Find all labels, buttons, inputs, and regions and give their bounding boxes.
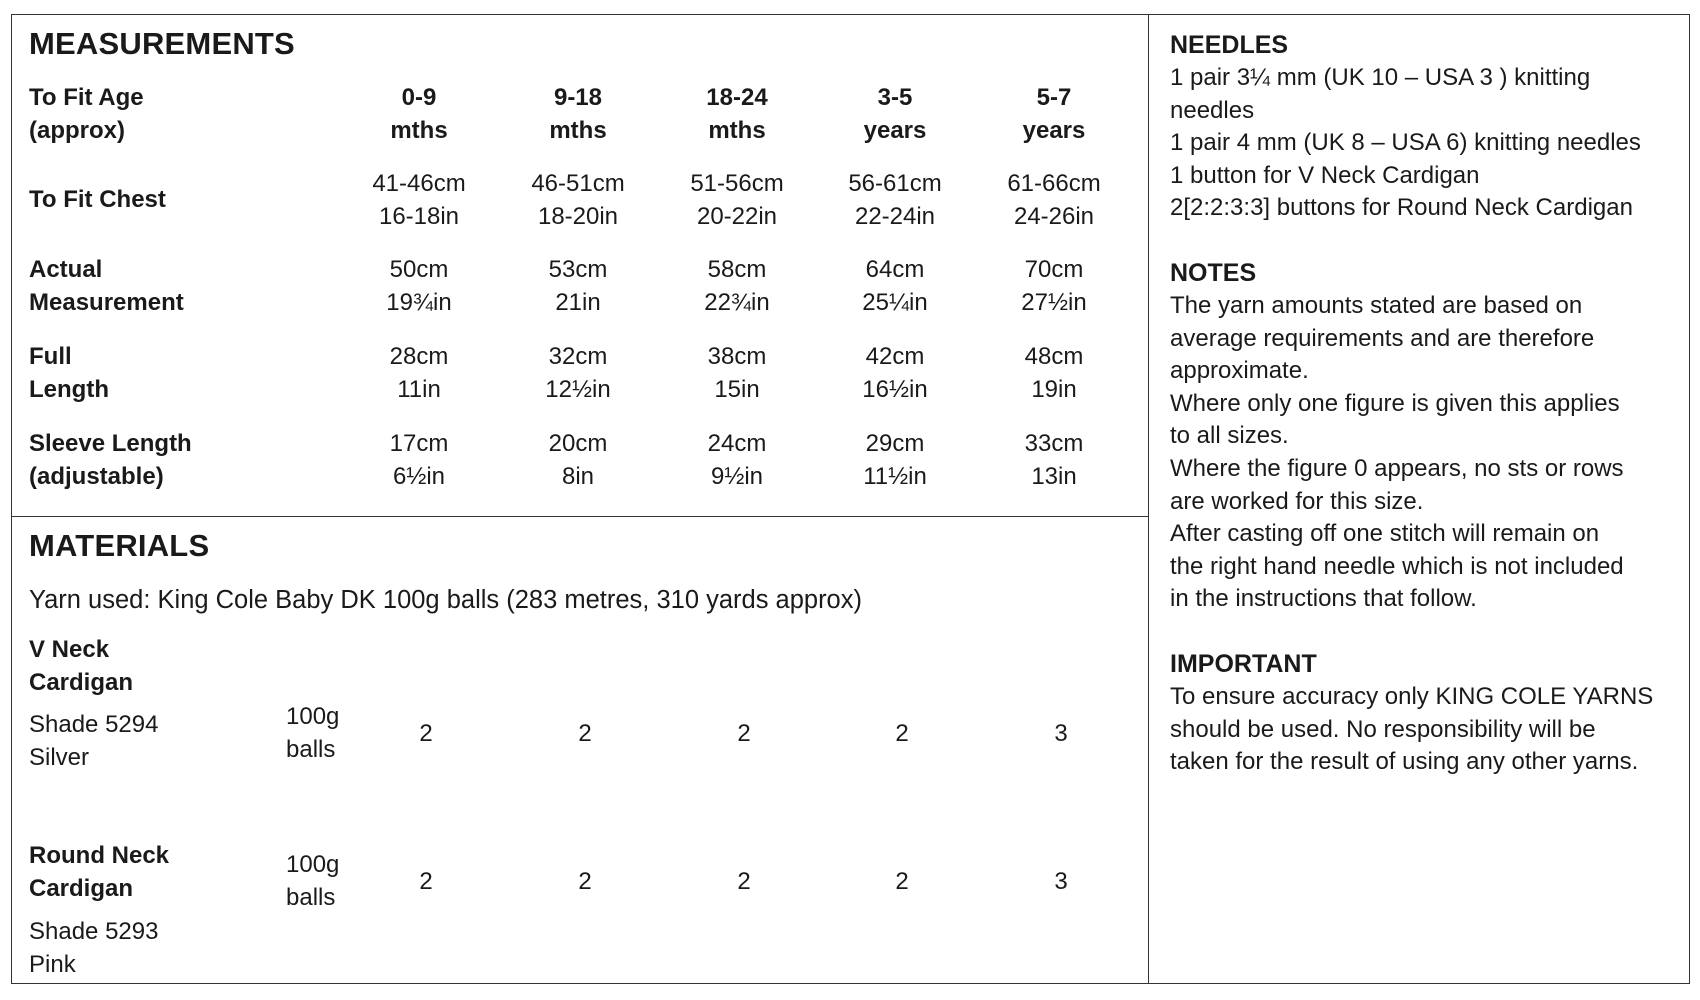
table-cell: 33cm 13in: [1024, 430, 1084, 490]
table-cell: 48cm 19in: [1024, 343, 1084, 403]
needles-text: 1 pair 3¼ mm (UK 10 – USA 3 ) knitting needles 1 pair 4 mm (UK 8 – USA 6) knitting needles 1 button for V Neck Cardigan 2[2:2:3:3] buttons for Round Neck Cardigan: [1170, 64, 1641, 222]
ball-count: 2: [419, 720, 433, 747]
needles-title: NEEDLES: [1170, 31, 1289, 59]
table-cell: 58cm 22¾in: [704, 256, 770, 316]
table-cell: 41-46cm 16-18in: [372, 170, 466, 230]
column-divider: [1148, 14, 1149, 984]
ball-count: 3: [1054, 720, 1068, 747]
size-header: 9-18 mths: [549, 84, 607, 144]
notes-title: NOTES: [1170, 259, 1257, 287]
row-label-actual: Actual Measurement: [29, 256, 184, 316]
row-label-sleeve: Sleeve Length (adjustable): [29, 430, 192, 490]
item-shade: Shade 5293 Pink: [29, 918, 159, 978]
table-cell: 38cm 15in: [707, 343, 767, 403]
ball-count: 2: [737, 720, 751, 747]
item-shade: Shade 5294 Silver: [29, 711, 159, 771]
item-name: Round Neck Cardigan: [29, 842, 170, 902]
table-cell: 28cm 11in: [389, 343, 449, 403]
table-cell: 70cm 27½in: [1021, 256, 1087, 316]
table-cell: 61-66cm 24-26in: [1007, 170, 1101, 230]
table-cell: 29cm 11½in: [863, 430, 927, 490]
table-cell: 53cm 21in: [548, 256, 608, 316]
measurements-title: MEASUREMENTS: [29, 26, 295, 61]
table-cell: 42cm 16½in: [862, 343, 928, 403]
ball-count: 2: [578, 868, 592, 895]
ball-count: 2: [578, 720, 592, 747]
table-cell: 17cm 6½in: [389, 430, 449, 490]
table-cell: 20cm 8in: [548, 430, 608, 490]
item-unit: 100g balls: [286, 851, 340, 911]
item-unit: 100g balls: [286, 703, 340, 763]
table-cell: 64cm 25¼in: [862, 256, 928, 316]
table-cell: 51-56cm 20-22in: [690, 170, 784, 230]
row-label-length: Full Length: [29, 343, 109, 403]
table-cell: 50cm 19¾in: [386, 256, 452, 316]
ball-count: 3: [1054, 868, 1068, 895]
size-header: 18-24 mths: [706, 84, 768, 144]
important-title: IMPORTANT: [1170, 650, 1317, 678]
table-cell: 24cm 9½in: [707, 430, 767, 490]
materials-title: MATERIALS: [29, 528, 210, 563]
table-cell: 56-61cm 22-24in: [848, 170, 942, 230]
row-label-chest: To Fit Chest: [29, 186, 166, 213]
ball-count: 2: [895, 720, 909, 747]
table-cell: 46-51cm 18-20in: [531, 170, 625, 230]
ball-count: 2: [895, 868, 909, 895]
table-cell: 32cm 12½in: [545, 343, 611, 403]
ball-count: 2: [737, 868, 751, 895]
size-header: 5-7 years: [1022, 84, 1086, 144]
yarn-used: Yarn used: King Cole Baby DK 100g balls (283 metres, 310 yards approx): [29, 586, 862, 614]
size-header: 0-9 mths: [390, 84, 448, 144]
row-label-age: To Fit Age (approx): [29, 84, 144, 144]
size-header: 3-5 years: [863, 84, 927, 144]
notes-text: The yarn amounts stated are based on average requirements and are therefore approximate. Where only one figure is given this applies to all sizes. Where the figure 0 appears, no sts or rows are worked for this size. After casting off one stitch will remain on the right hand needle which is not included in the instructions that follow.: [1170, 292, 1624, 613]
item-name: V Neck Cardigan: [29, 636, 134, 696]
ball-count: 2: [419, 868, 433, 895]
important-text: To ensure accuracy only KING COLE YARNS should be used. No responsibility will be taken for the result of using any other yarns.: [1170, 683, 1654, 776]
section-divider: [11, 516, 1149, 517]
